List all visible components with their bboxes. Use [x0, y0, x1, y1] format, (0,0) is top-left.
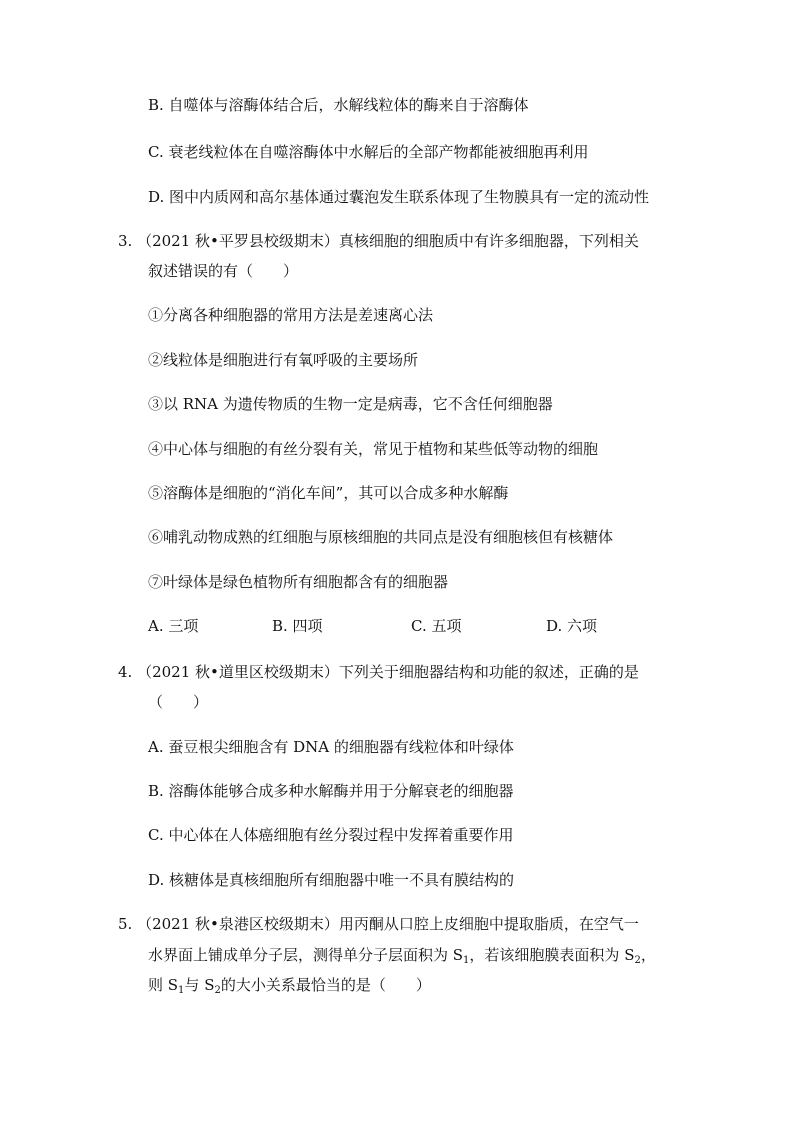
- q3-option-b: B. 四项: [272, 617, 323, 635]
- s1-subscript: 1: [463, 955, 470, 966]
- q2-option-d: D. 图中内质网和高尔基体通过囊泡发生联系体现了生物膜具有一定的流动性: [148, 188, 650, 206]
- q4-option-c: C. 中心体在人体癌细胞有丝分裂过程中发挥着重要作用: [148, 826, 514, 844]
- q5-stem-line2-part-c: ，: [640, 946, 656, 964]
- q4-option-a: A. 蚕豆根尖细胞含有 DNA 的细胞器有线粒体和叶绿体: [148, 738, 514, 756]
- q4-option-b: B. 溶酶体能够合成多种水解酶并用于分解衰老的细胞器: [148, 782, 514, 800]
- q5-stem-line2: [148, 945, 656, 965]
- q4-stem-line2: （ ）: [148, 693, 209, 711]
- q3-statement-6: ⑥哺乳动物成熟的红细胞与原核细胞的共同点是没有细胞核但有核糖体: [148, 528, 614, 546]
- q3-stem-line1: 3. （2021 秋•平罗县校级期末）真核细胞的细胞质中有许多细胞器，下列相关: [118, 232, 639, 250]
- q4-option-d: D. 核糖体是真核细胞所有细胞器中唯一不具有膜结构的: [148, 871, 515, 889]
- s2-subscript: 2: [634, 955, 641, 966]
- q3-option-d: D. 六项: [546, 617, 598, 635]
- q3-option-c: C. 五项: [411, 617, 462, 635]
- q5-stem-line2-part-b: ，若该细胞膜表面积为 S: [469, 946, 635, 964]
- q2-option-c: C. 衰老线粒体在自噬溶酶体中水解后的全部产物都能被细胞再利用: [148, 143, 589, 161]
- s2-subscript-line3: 2: [214, 985, 221, 996]
- q3-statement-3: ③以 RNA 为遗传物质的生物一定是病毒，它不含任何细胞器: [148, 395, 553, 413]
- q3-statement-4: ④中心体与细胞的有丝分裂有关，常见于植物和某些低等动物的细胞: [148, 440, 599, 458]
- q5-stem-line2-part-a: 水界面上铺成单分子层，测得单分子层面积为 S: [148, 946, 464, 964]
- q5-stem-line3: [148, 975, 431, 995]
- s1-subscript-line3: 1: [178, 985, 185, 996]
- q3-statement-7: ⑦叶绿体是绿色植物所有细胞都含有的细胞器: [148, 573, 449, 591]
- q3-options-row: [0, 616, 794, 636]
- q5-stem-line3-part-c: 的大小关系最恰当的是（ ）: [220, 976, 431, 994]
- q3-stem-line2: 叙述错误的有（ ）: [148, 262, 299, 280]
- q5-stem-line3-part-b: 与 S: [184, 976, 215, 994]
- q3-statement-5: ⑤溶酶体是细胞的“消化车间”，其可以合成多种水解酶: [148, 484, 509, 502]
- q5-stem-line3-part-a: 则 S: [148, 976, 179, 994]
- q2-option-b: B. 自噬体与溶酶体结合后，水解线粒体的酶来自于溶酶体: [148, 96, 529, 114]
- q3-statement-2: ②线粒体是细胞进行有氧呼吸的主要场所: [148, 351, 419, 369]
- q4-stem-line1: 4. （2021 秋•道里区校级期末）下列关于细胞器结构和功能的叙述，正确的是: [118, 663, 639, 681]
- q3-statement-1: ①分离各种细胞器的常用方法是差速离心法: [148, 306, 434, 324]
- q5-stem-line1: 5. （2021 秋•泉港区校级期末）用丙酮从口腔上皮细胞中提取脂质，在空气一: [118, 915, 639, 933]
- q3-option-a: A. 三项: [148, 617, 199, 635]
